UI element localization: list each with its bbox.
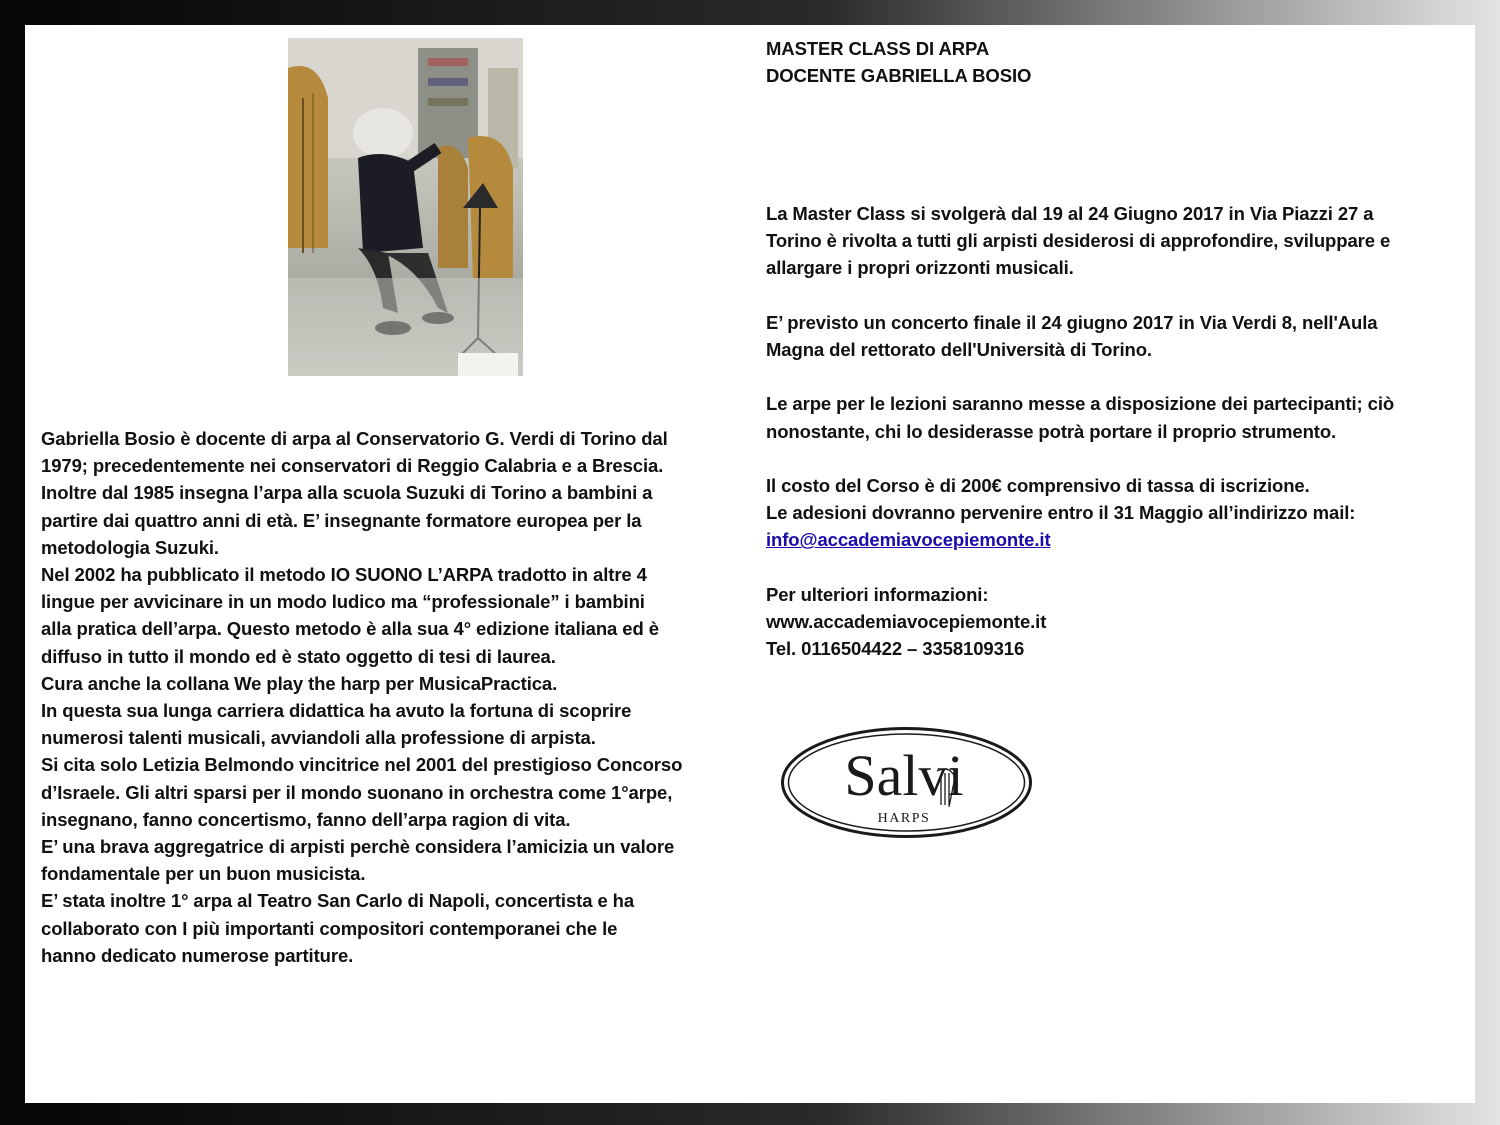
bio-line: lingue per avvicinare in un modo ludico ma “professionale” i bambini: [41, 591, 645, 613]
heading-title: MASTER CLASS DI ARPA: [766, 38, 990, 59]
salvi-logo-graphic: [779, 725, 1034, 840]
logo-sub-text: HARPS: [877, 811, 931, 826]
bio-line: hanno dedicato numerose partiture.: [41, 944, 354, 966]
bio-line: numerosi talenti musicali, avviandoli alla professione di arpista.: [41, 727, 596, 749]
heading-teacher: DOCENTE GABRIELLA BOSIO: [766, 65, 1032, 87]
info-cost-line: Il costo del Corso è di 200€ comprensivo di tassa di iscrizione.: [766, 474, 1310, 496]
teacher-biography: [41, 425, 741, 969]
bio-line: partire dai quattro anni di età. E’ insegnante formatore europea per la: [41, 509, 642, 531]
bio-line: Gabriella Bosio è docente di arpa al Conservatorio G. Verdi di Torino dal: [41, 428, 668, 449]
phone-text: Tel. 0116504422 – 3358109316: [766, 638, 1025, 660]
bio-line: d’Israele. Gli altri sparsi per il mondo suonano in orchestra come 1°arpe,: [41, 781, 673, 803]
course-info: [766, 200, 1466, 662]
info-contact-label: Per ulteriori informazioni:: [766, 583, 989, 605]
website-text: www.accademiavocepiemonte.it: [766, 610, 1047, 632]
bio-line: In questa sua lunga carriera didattica ha avuto la fortuna di scoprire: [41, 700, 632, 722]
bio-line: Si cita solo Letizia Belmondo vincitrice nel 2001 del prestigioso Concorso: [41, 754, 683, 776]
bio-line: E’ stata inoltre 1° arpa al Teatro San Carlo di Napoli, concertista e ha: [41, 890, 635, 912]
bio-line: Inoltre dal 1985 insegna l’arpa alla scuola Suzuki di Torino a bambini a: [41, 482, 653, 504]
flyer-page: [25, 25, 1475, 1103]
info-concert-line: E’ previsto un concerto finale il 24 giugno 2017 in Via Verdi 8, nell'Aula: [766, 311, 1378, 333]
bio-line: Nel 2002 ha pubblicato il metodo IO SUONO L’ARPA tradotto in altre 4: [41, 564, 647, 586]
bio-line: E’ una brava aggregatrice di arpisti perchè considera l’amicizia un valore: [41, 836, 675, 858]
info-concert-line: Magna del rettorato dell'Università di Torino.: [766, 339, 1152, 360]
bio-line: fondamentale per un buon musicista.: [41, 863, 366, 885]
email-link[interactable]: info@accademiavocepiemonte.it: [766, 529, 1051, 551]
info-harps-line: nonostante, chi lo desiderasse potrà portare il proprio strumento.: [766, 420, 1337, 442]
info-dates-line: Torino è rivolta a tutti gli arpisti desiderosi di approfondire, sviluppare e: [766, 230, 1391, 252]
logo-brand-text: Salvi: [844, 743, 964, 808]
info-harps-line: Le arpe per le lezioni saranno messe a disposizione dei partecipanti; ciò: [766, 393, 1395, 415]
bio-line: collaborato con I più importanti compositori contemporanei che le: [41, 917, 618, 939]
bio-line: metodologia Suzuki.: [41, 536, 219, 558]
info-dates-line: La Master Class si svolgerà dal 19 al 24 Giugno 2017 in Via Piazzi 27 a: [766, 203, 1374, 224]
bio-line: alla pratica dell’arpa. Questo metodo è alla sua 4° edizione italiana ed è: [41, 618, 659, 640]
bio-line: insegnano, fanno concertismo, fanno dell’arpa ragion di vita.: [41, 808, 571, 830]
bio-line: diffuso in tutto il mondo ed è stato oggetto di tesi di laurea.: [41, 645, 556, 667]
bio-line: 1979; precedentemente nei conservatori di Reggio Calabria e a Brescia.: [41, 455, 664, 477]
salvi-harps-logo: [779, 725, 1034, 840]
info-dates-line: allargare i propri orizzonti musicali.: [766, 257, 1074, 279]
paragraph-gap: [766, 282, 1466, 309]
bio-line: Cura anche la collana We play the harp per MusicaPractica.: [41, 672, 558, 694]
teacher-photo: [288, 38, 523, 376]
photo-illustration: [288, 38, 523, 376]
paragraph-gap: [766, 363, 1466, 390]
info-cost-line: Le adesioni dovranno pervenire entro il 31 Maggio all’indirizzo mail:: [766, 502, 1356, 524]
paragraph-gap: [766, 554, 1466, 581]
flyer-heading: [766, 35, 1426, 89]
paragraph-gap: [766, 445, 1466, 472]
